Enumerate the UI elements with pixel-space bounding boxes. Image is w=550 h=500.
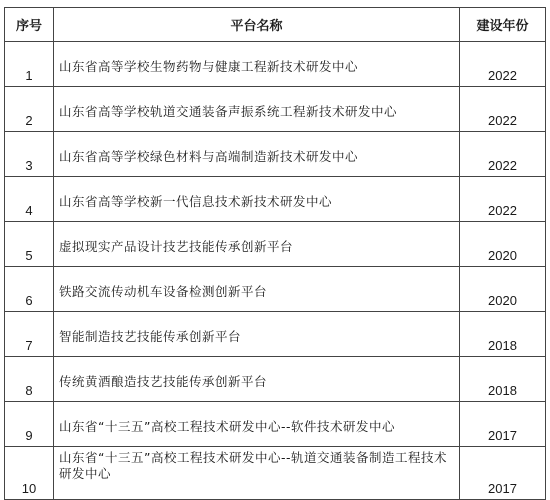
- table-row: [5, 357, 546, 402]
- cell-name: 传统黄酒酿造技艺技能传承创新平台: [54, 357, 460, 402]
- table-row: [5, 312, 546, 357]
- cell-year: 2022: [460, 177, 546, 222]
- table-row: [5, 267, 546, 312]
- cell-no: 6: [5, 267, 54, 312]
- cell-name: 铁路交流传动机车设备检测创新平台: [54, 267, 460, 312]
- cell-no: 1: [5, 42, 54, 87]
- cell-no: 9: [5, 402, 54, 447]
- table-row: [5, 42, 546, 87]
- cell-name: 山东省“十三五”高校工程技术研发中心--轨道交通装备制造工程技术研发中心: [54, 447, 460, 500]
- table-header-row: [5, 8, 546, 42]
- table-row: [5, 402, 546, 447]
- cell-no: 8: [5, 357, 54, 402]
- cell-no: 4: [5, 177, 54, 222]
- header-no: 序号: [5, 8, 54, 42]
- cell-no: 5: [5, 222, 54, 267]
- platform-table-container: [4, 7, 545, 500]
- cell-name: 山东省高等学校绿色材料与高端制造新技术研发中心: [54, 132, 460, 177]
- cell-year: 2020: [460, 267, 546, 312]
- table-row: [5, 177, 546, 222]
- cell-no: 3: [5, 132, 54, 177]
- cell-name: 山东省高等学校生物药物与健康工程新技术研发中心: [54, 42, 460, 87]
- cell-year: 2018: [460, 357, 546, 402]
- cell-year: 2022: [460, 87, 546, 132]
- cell-no: 7: [5, 312, 54, 357]
- cell-name: 山东省高等学校轨道交通装备声振系统工程新技术研发中心: [54, 87, 460, 132]
- cell-year: 2020: [460, 222, 546, 267]
- cell-year: 2022: [460, 132, 546, 177]
- table-row: [5, 447, 546, 500]
- cell-name: 智能制造技艺技能传承创新平台: [54, 312, 460, 357]
- platform-table: [4, 7, 546, 500]
- cell-year: 2017: [460, 447, 546, 500]
- cell-name: 虚拟现实产品设计技艺技能传承创新平台: [54, 222, 460, 267]
- table-row: [5, 132, 546, 177]
- cell-name: 山东省“十三五”高校工程技术研发中心--软件技术研发中心: [54, 402, 460, 447]
- cell-no: 10: [5, 447, 54, 500]
- header-year: 建设年份: [460, 8, 546, 42]
- table-row: [5, 222, 546, 267]
- table-row: [5, 87, 546, 132]
- cell-name: 山东省高等学校新一代信息技术新技术研发中心: [54, 177, 460, 222]
- cell-year: 2022: [460, 42, 546, 87]
- cell-no: 2: [5, 87, 54, 132]
- cell-year: 2017: [460, 402, 546, 447]
- cell-year: 2018: [460, 312, 546, 357]
- header-name: 平台名称: [54, 8, 460, 42]
